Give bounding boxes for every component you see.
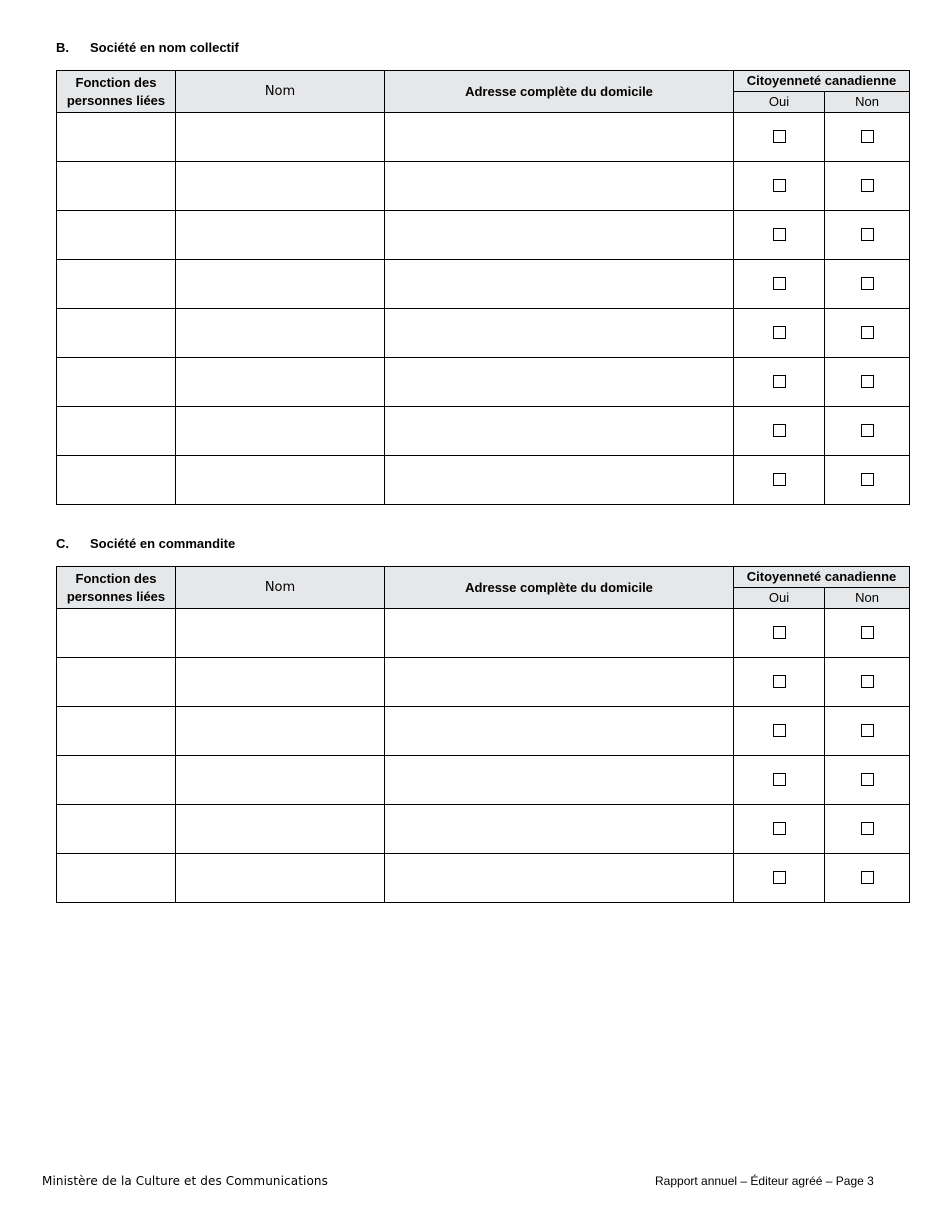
- nom-input[interactable]: [176, 658, 385, 707]
- non-checkbox[interactable]: [861, 822, 874, 835]
- adresse-input[interactable]: [385, 260, 734, 309]
- table-row: [57, 609, 910, 658]
- fonction-input[interactable]: [57, 260, 176, 309]
- table-row: [57, 658, 910, 707]
- oui-checkbox[interactable]: [773, 130, 786, 143]
- adresse-input[interactable]: [385, 113, 734, 162]
- non-cell: [825, 211, 910, 260]
- non-checkbox[interactable]: [861, 130, 874, 143]
- header-citoyennete: Citoyenneté canadienne: [734, 71, 910, 92]
- header-oui: Oui: [734, 92, 825, 113]
- non-checkbox[interactable]: [861, 724, 874, 737]
- oui-checkbox[interactable]: [773, 277, 786, 290]
- oui-checkbox[interactable]: [773, 424, 786, 437]
- oui-checkbox[interactable]: [773, 473, 786, 486]
- section-b-letter: B.: [56, 40, 69, 55]
- section-c-table: [56, 566, 910, 903]
- non-cell: [825, 456, 910, 505]
- non-cell: [825, 407, 910, 456]
- nom-input[interactable]: [176, 854, 385, 903]
- adresse-input[interactable]: [385, 309, 734, 358]
- table-row: [57, 113, 910, 162]
- header-adresse: Adresse complète du domicile: [385, 71, 734, 113]
- non-cell: [825, 609, 910, 658]
- table-row: [57, 211, 910, 260]
- non-cell: [825, 805, 910, 854]
- oui-checkbox[interactable]: [773, 179, 786, 192]
- oui-cell: [734, 260, 825, 309]
- footer-ministry: Ministère de la Culture et des Communications: [42, 1174, 328, 1188]
- oui-cell: [734, 162, 825, 211]
- adresse-input[interactable]: [385, 756, 734, 805]
- nom-input[interactable]: [176, 456, 385, 505]
- adresse-input[interactable]: [385, 162, 734, 211]
- nom-input[interactable]: [176, 407, 385, 456]
- fonction-input[interactable]: [57, 162, 176, 211]
- nom-input[interactable]: [176, 162, 385, 211]
- fonction-input[interactable]: [57, 609, 176, 658]
- non-cell: [825, 756, 910, 805]
- fonction-input[interactable]: [57, 407, 176, 456]
- fonction-input[interactable]: [57, 658, 176, 707]
- non-checkbox[interactable]: [861, 375, 874, 388]
- fonction-input[interactable]: [57, 211, 176, 260]
- table-row: [57, 854, 910, 903]
- table-row: [57, 162, 910, 211]
- non-checkbox[interactable]: [861, 675, 874, 688]
- non-checkbox[interactable]: [861, 773, 874, 786]
- oui-checkbox[interactable]: [773, 675, 786, 688]
- header-fonction: Fonction des personnes liées: [57, 71, 176, 113]
- non-cell: [825, 854, 910, 903]
- adresse-input[interactable]: [385, 609, 734, 658]
- fonction-input[interactable]: [57, 756, 176, 805]
- oui-cell: [734, 211, 825, 260]
- non-checkbox[interactable]: [861, 626, 874, 639]
- non-cell: [825, 309, 910, 358]
- oui-cell: [734, 658, 825, 707]
- non-cell: [825, 113, 910, 162]
- fonction-input[interactable]: [57, 309, 176, 358]
- table-row: [57, 756, 910, 805]
- adresse-input[interactable]: [385, 358, 734, 407]
- non-checkbox[interactable]: [861, 424, 874, 437]
- adresse-input[interactable]: [385, 707, 734, 756]
- oui-checkbox[interactable]: [773, 626, 786, 639]
- oui-checkbox[interactable]: [773, 375, 786, 388]
- nom-input[interactable]: [176, 805, 385, 854]
- header-nom: Nom: [176, 71, 385, 113]
- header-oui: Oui: [734, 588, 825, 609]
- non-checkbox[interactable]: [861, 473, 874, 486]
- adresse-input[interactable]: [385, 407, 734, 456]
- nom-input[interactable]: [176, 211, 385, 260]
- non-cell: [825, 260, 910, 309]
- adresse-input[interactable]: [385, 211, 734, 260]
- adresse-input[interactable]: [385, 805, 734, 854]
- non-checkbox[interactable]: [861, 277, 874, 290]
- header-nom: Nom: [176, 567, 385, 609]
- non-cell: [825, 658, 910, 707]
- nom-input[interactable]: [176, 358, 385, 407]
- fonction-input[interactable]: [57, 707, 176, 756]
- fonction-input[interactable]: [57, 854, 176, 903]
- header-adresse: Adresse complète du domicile: [385, 567, 734, 609]
- table-row: [57, 260, 910, 309]
- non-checkbox[interactable]: [861, 228, 874, 241]
- nom-input[interactable]: [176, 260, 385, 309]
- adresse-input[interactable]: [385, 854, 734, 903]
- nom-input[interactable]: [176, 309, 385, 358]
- fonction-input[interactable]: [57, 456, 176, 505]
- non-cell: [825, 162, 910, 211]
- section-c-letter: C.: [56, 536, 69, 551]
- nom-input[interactable]: [176, 113, 385, 162]
- non-checkbox[interactable]: [861, 326, 874, 339]
- oui-checkbox[interactable]: [773, 773, 786, 786]
- oui-cell: [734, 113, 825, 162]
- oui-cell: [734, 407, 825, 456]
- section-c-title-text: Société en commandite: [90, 536, 236, 551]
- oui-cell: [734, 358, 825, 407]
- table-row: [57, 309, 910, 358]
- oui-checkbox[interactable]: [773, 871, 786, 884]
- non-checkbox[interactable]: [861, 179, 874, 192]
- header-non: Non: [825, 92, 910, 113]
- oui-checkbox[interactable]: [773, 822, 786, 835]
- oui-cell: [734, 805, 825, 854]
- table-row: [57, 805, 910, 854]
- header-citoyennete: Citoyenneté canadienne: [734, 567, 910, 588]
- section-b-table: [56, 70, 910, 505]
- oui-cell: [734, 854, 825, 903]
- oui-cell: [734, 707, 825, 756]
- non-checkbox[interactable]: [861, 871, 874, 884]
- fonction-input[interactable]: [57, 358, 176, 407]
- oui-checkbox[interactable]: [773, 326, 786, 339]
- table-row: [57, 407, 910, 456]
- nom-input[interactable]: [176, 609, 385, 658]
- oui-checkbox[interactable]: [773, 228, 786, 241]
- header-fonction: Fonction des personnes liées: [57, 567, 176, 609]
- oui-checkbox[interactable]: [773, 724, 786, 737]
- section-b-title: [56, 40, 239, 55]
- fonction-input[interactable]: [57, 113, 176, 162]
- fonction-input[interactable]: [57, 805, 176, 854]
- table-row: [57, 707, 910, 756]
- header-non: Non: [825, 588, 910, 609]
- non-cell: [825, 707, 910, 756]
- oui-cell: [734, 309, 825, 358]
- non-cell: [825, 358, 910, 407]
- footer-page-info: Rapport annuel – Éditeur agréé – Page 3: [655, 1174, 874, 1188]
- oui-cell: [734, 456, 825, 505]
- section-b-title-text: Société en nom collectif: [90, 40, 239, 55]
- table-row: [57, 358, 910, 407]
- oui-cell: [734, 756, 825, 805]
- section-c-title: [56, 536, 235, 551]
- nom-input[interactable]: [176, 707, 385, 756]
- adresse-input[interactable]: [385, 658, 734, 707]
- nom-input[interactable]: [176, 756, 385, 805]
- oui-cell: [734, 609, 825, 658]
- adresse-input[interactable]: [385, 456, 734, 505]
- table-row: [57, 456, 910, 505]
